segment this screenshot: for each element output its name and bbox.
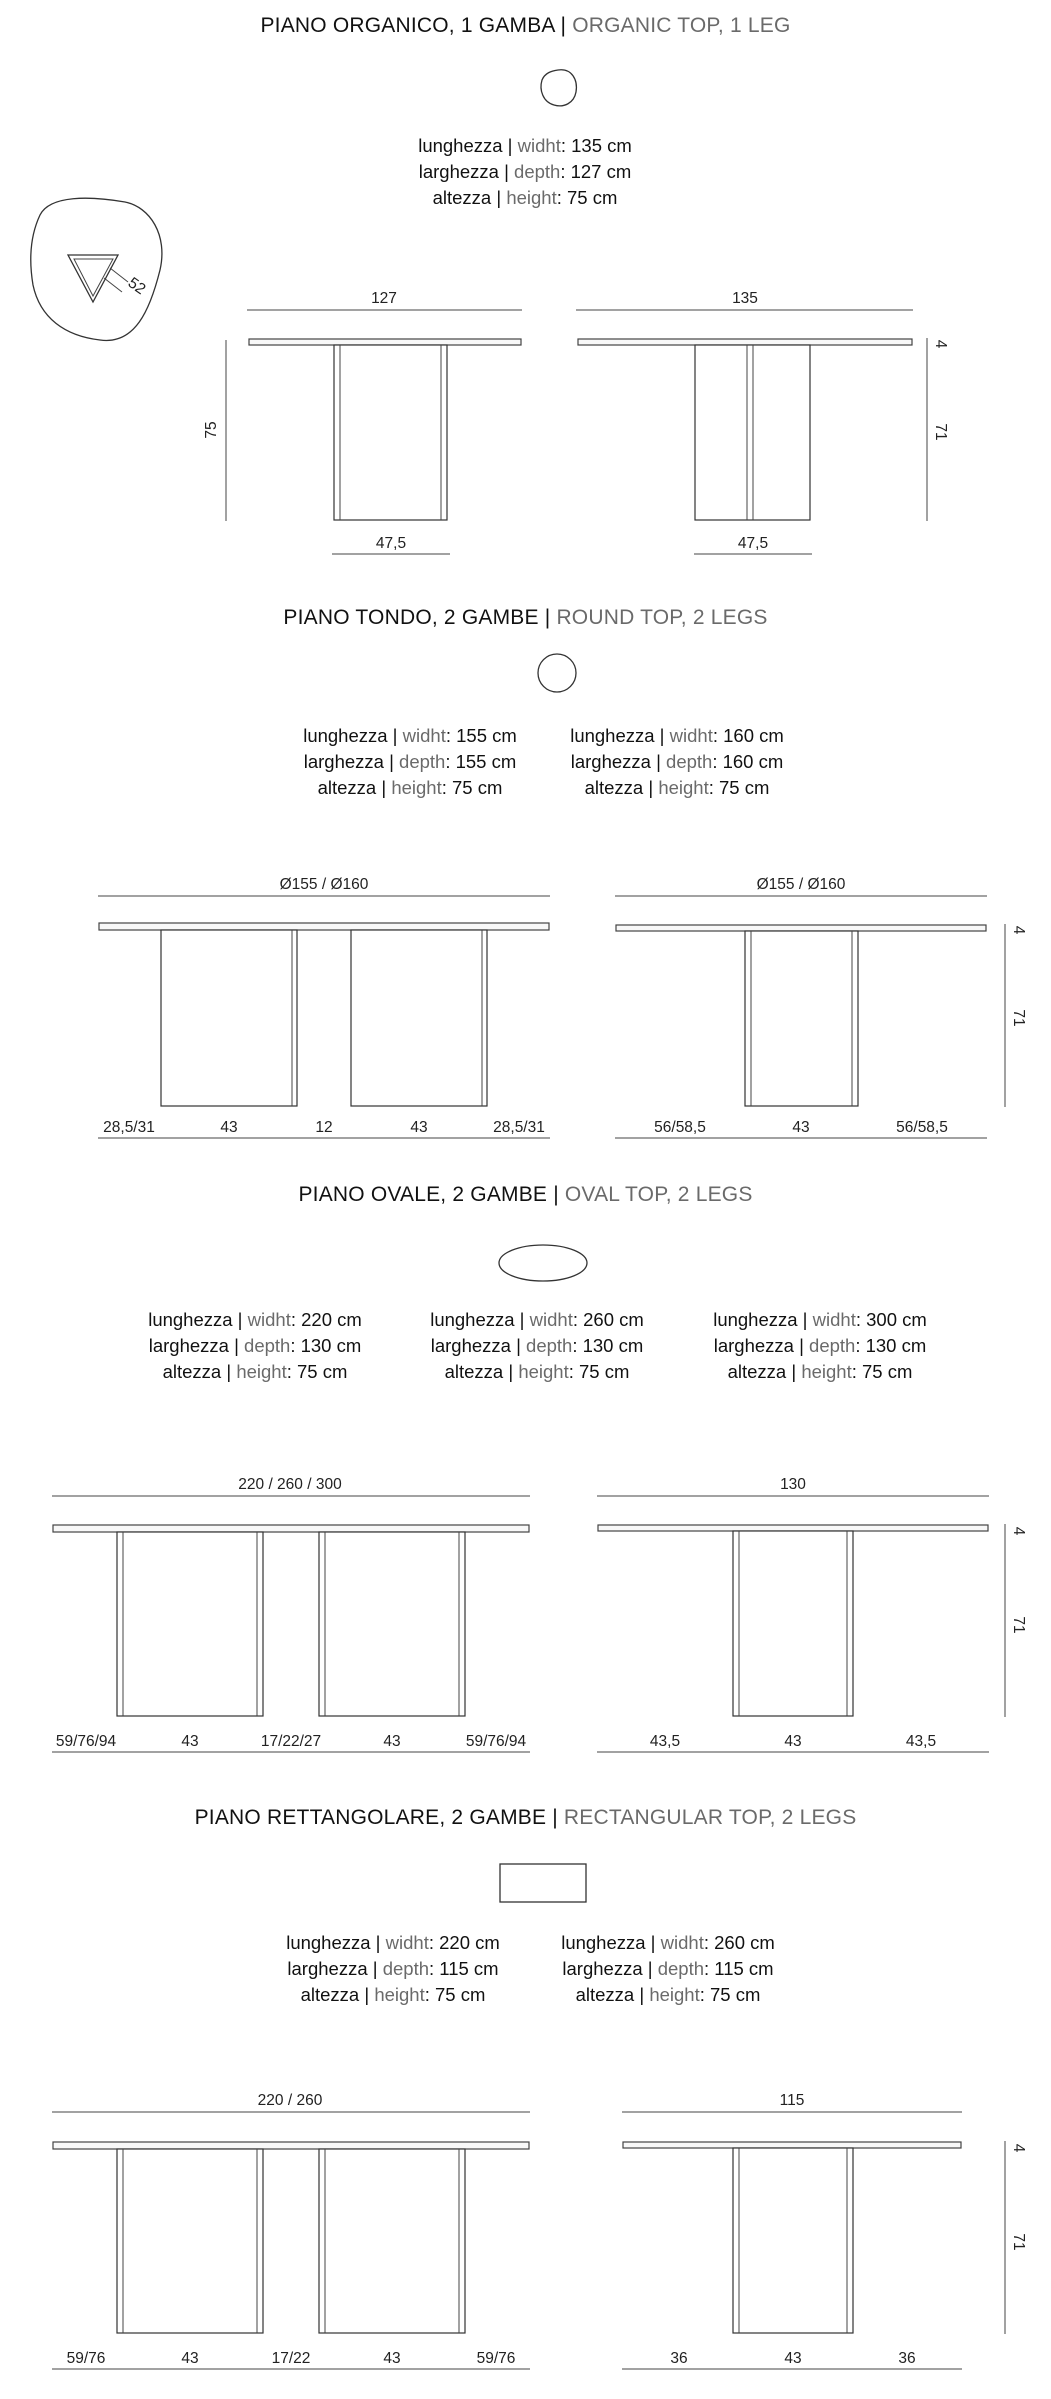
organic-side-view [203,290,522,554]
spec-block: lunghezza | widht: 220 cm larghezza | depth: 130 cm altezza | height: 75 cm [148,1309,362,1382]
dim-side-segment: 43 [792,1119,810,1136]
dim-front-segment: 43 [220,1119,238,1136]
dim-front-segment: 59/76 [476,2350,516,2367]
dim-leg-height: 71 [1010,1616,1027,1634]
dim-leg-front: 47,5 [737,535,769,552]
oval-side-view [597,1476,1027,1752]
dim-front-segment: 43 [181,2350,199,2367]
dim-front-segment: 43 [181,1733,199,1750]
dim-side-segment: 43,5 [649,1733,681,1750]
dim-leg-height: 71 [1010,1009,1027,1027]
dim-top-thickness: 4 [1010,925,1027,935]
rectangular-side-view [622,2092,1027,2369]
dim-front-segment: 43 [383,1733,401,1750]
dim-front-width: 220 / 260 [257,2092,323,2109]
spec-block: lunghezza | widht: 220 cm larghezza | depth: 115 cm altezza | height: 75 cm [286,1932,500,2005]
rectangular-front-view [52,2092,530,2369]
round-front-view [98,876,550,1138]
dim-side-width: 130 [780,1476,806,1493]
dim-leg-side: 47,5 [375,535,407,552]
organic-front-view [576,290,949,554]
dim-side-segment: 56/58,5 [896,1119,948,1136]
dim-side-width: 115 [779,2092,805,2109]
dim-front-segment: 28,5/31 [103,1119,155,1136]
dim-side-segment: 36 [670,2350,688,2367]
dim-front-segment: 43 [410,1119,428,1136]
dim-side-segment: 56/58,5 [654,1119,706,1136]
spec-block: lunghezza | widht: 155 cm larghezza | depth: 155 cm altezza | height: 75 cm [303,725,517,798]
dim-front-segment: 59/76/94 [55,1733,117,1750]
oval-top-shape-icon [499,1245,587,1281]
section-title-round: PIANO TONDO, 2 GAMBE | ROUND TOP, 2 LEGS [283,606,768,629]
dim-side-width: 127 [371,290,397,307]
dim-height: 75 [203,421,220,439]
dim-side-segment: 36 [898,2350,916,2367]
dim-front-segment: 59/76/94 [465,1733,527,1750]
section-title-oval: PIANO OVALE, 2 GAMBE | OVAL TOP, 2 LEGS [298,1183,753,1206]
dim-base-arm: 52 [124,274,149,299]
dim-front-segment: 28,5/31 [493,1119,545,1136]
spec-block: lunghezza | widht: 260 cm larghezza | depth: 130 cm altezza | height: 75 cm [430,1309,644,1382]
dim-leg-height: 71 [932,423,949,441]
spec-block: lunghezza | widht: 260 cm larghezza | depth: 115 cm altezza | height: 75 cm [561,1932,775,2005]
dim-leg-height: 71 [1010,2233,1027,2251]
dim-top-thickness: 4 [932,339,949,349]
dim-side-segment: 43,5 [905,1733,937,1750]
round-side-view [615,876,1027,1138]
dim-front-segment: 12 [315,1119,333,1136]
spec-block: lunghezza | widht: 160 cm larghezza | depth: 160 cm altezza | height: 75 cm [570,725,784,798]
dim-side-segment: 43 [784,1733,802,1750]
oval-front-view [52,1476,530,1752]
organic-base-plan [31,198,162,340]
dim-front-segment: 59/76 [66,2350,106,2367]
dim-top-thickness: 4 [1010,1526,1027,1536]
dim-front-width: 220 / 260 / 300 [238,1476,342,1493]
rectangular-top-shape-icon [500,1864,586,1902]
spec-block: lunghezza | widht: 300 cm larghezza | depth: 130 cm altezza | height: 75 cm [713,1309,927,1382]
dim-front-segment: 17/22/27 [260,1733,322,1750]
section-title-rectangular: PIANO RETTANGOLARE, 2 GAMBE | RECTANGULAR TOP, 2 LEGS [194,1806,857,1829]
dim-front-segment: 17/22 [271,2350,311,2367]
organic-top-shape-icon [541,70,576,106]
section-title-organic: PIANO ORGANICO, 1 GAMBA | ORGANIC TOP, 1 LEG [260,14,791,37]
round-top-shape-icon [538,654,576,692]
dim-top-thickness: 4 [1010,2143,1027,2153]
dim-front-width: 135 [732,290,758,307]
dim-side-segment: 43 [784,2350,802,2367]
dim-side-width: Ø155 / Ø160 [756,876,846,893]
dim-front-width: Ø155 / Ø160 [279,876,369,893]
spec-block: lunghezza | widht: 135 cm larghezza | depth: 127 cm altezza | height: 75 cm [418,135,632,208]
dim-front-segment: 43 [383,2350,401,2367]
